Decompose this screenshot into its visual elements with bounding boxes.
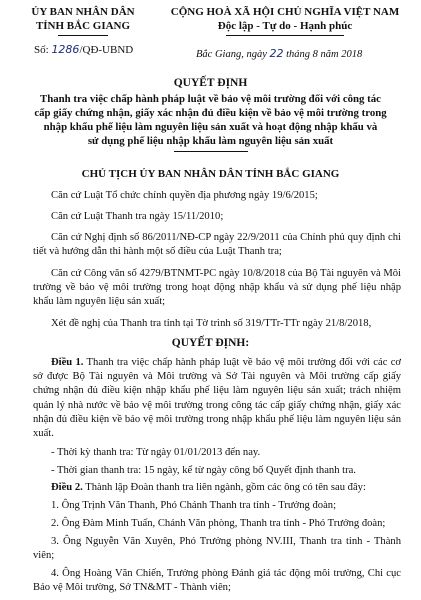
member-2: 2. Ông Đàm Minh Tuấn, Chánh Văn phòng, Thanh tra tỉnh - Phó Trưởng đoàn;	[51, 518, 386, 529]
basis-3: Căn cứ Nghị định số 86/2011/NĐ-CP ngày 22/9/2011 của Chính phủ quy định chi tiết và hướng dẫn thi hành một số điều của Luật Thanh tra;	[33, 232, 401, 258]
date-prefix: Bắc Giang, ngày	[196, 49, 267, 60]
authority-heading: CHỦ TỊCH ỦY BAN NHÂN DÂN TỈNH BẮC GIANG	[81, 168, 340, 180]
member-1: 1. Ông Trịnh Văn Thanh, Phó Chánh Thanh tra tỉnh - Trưởng đoàn;	[51, 500, 337, 511]
date-suffix: tháng 8 năm 2018	[286, 49, 363, 60]
decides-heading: QUYẾT ĐỊNH:	[171, 337, 250, 349]
subject-line-4: sử dụng phế liệu nhập khẩu làm nguyên liệu sản xuất	[87, 135, 334, 147]
motto-underline	[226, 35, 344, 36]
issue-date	[196, 47, 362, 60]
issuer-underline	[58, 35, 108, 36]
basis-5: Xét đề nghị của Thanh tra tỉnh tại Tờ trình số 319/TTr-TTr ngày 21/8/2018,	[51, 318, 372, 329]
subject-line-3: nhập khẩu phế liệu làm nguyên liệu sản xuất và hoạt động nhập khẩu và	[43, 121, 378, 133]
basis-4: Căn cứ Công văn số 4279/BTNMT-PC ngày 10/8/2018 của Bộ Tài nguyên và Môi trường về bảo vệ môi trường trong hoạt động nhập khẩu và sử dụng phế liệu nhập khẩu làm nguyên liệu sản xuất;	[33, 268, 401, 308]
handwritten-number: 1286	[51, 43, 80, 56]
article-1	[33, 356, 401, 441]
article-2-text: Thành lập Đoàn thanh tra liên ngành, gồm các ông có tên sau đây:	[82, 482, 366, 493]
number-suffix: /QĐ-UBND	[79, 44, 134, 56]
subject-line-2: cấp giấy chứng nhận, giấy xác nhận đủ điều kiện về bảo vệ môi trường trong	[34, 107, 387, 119]
member-3: 3. Ông Nguyễn Văn Xuyên, Phó Trưởng phòng NV.III, Thanh tra tỉnh - Thành viên;	[33, 536, 401, 562]
national-motto: Độc lập - Tự do - Hạnh phúc	[217, 20, 353, 32]
article-1-text: Thanh tra việc chấp hành pháp luật về bảo vệ môi trường đối với các cơ sở được Bộ Tài nguyên và Môi trường và Sở Tài nguyên và Môi trường cấp giấy chứng nhận đủ điều kiện nhập khẩu phế liệu làm nguyên liệu sản xuất; trách nhiệm quản lý nhà nước về bảo vệ môi trường trong công tác cấp giấy chứng nhận, giấy xác nhận đủ điều kiện về bảo vệ môi trường trong nhập khẩu phế liệu làm nguyên liệu sản xuất.	[33, 357, 401, 440]
article-1-duration: - Thời gian thanh tra: 15 ngày, kể từ ngày công bố Quyết định thanh tra.	[51, 465, 356, 476]
article-2	[33, 481, 401, 495]
decision-title: QUYẾT ĐỊNH	[173, 77, 248, 89]
article-1-label: Điều 1.	[51, 357, 84, 368]
article-1-period: - Thời kỳ thanh tra: Từ ngày 01/01/2013 đến nay.	[51, 447, 261, 458]
basis-2: Căn cứ Luật Thanh tra ngày 15/11/2010;	[51, 211, 224, 222]
issuer-name: ỦY BAN NHÂN DÂN	[31, 6, 135, 18]
basis-1: Căn cứ Luật Tổ chức chính quyền địa phương ngày 19/6/2015;	[51, 190, 318, 201]
subject-line-1: Thanh tra việc chấp hành pháp luật về bảo vệ môi trường đối với công tác	[40, 93, 381, 105]
member-4: 4. Ông Hoàng Văn Chiến, Trưởng phòng Đánh giá tác động môi trường, Chi cục Bảo vệ Môi trường, Sở TN&MT - Thành viên;	[33, 568, 401, 594]
issuer-province: TỈNH BẮC GIANG	[35, 20, 131, 32]
country-name: CỘNG HOÀ XÃ HỘI CHỦ NGHĨA VIỆT NAM	[170, 6, 400, 18]
article-2-label: Điều 2.	[51, 482, 83, 493]
document-number	[34, 43, 133, 56]
handwritten-day: 22	[269, 47, 284, 60]
number-prefix: Số:	[34, 44, 49, 56]
subject-underline	[174, 151, 248, 152]
